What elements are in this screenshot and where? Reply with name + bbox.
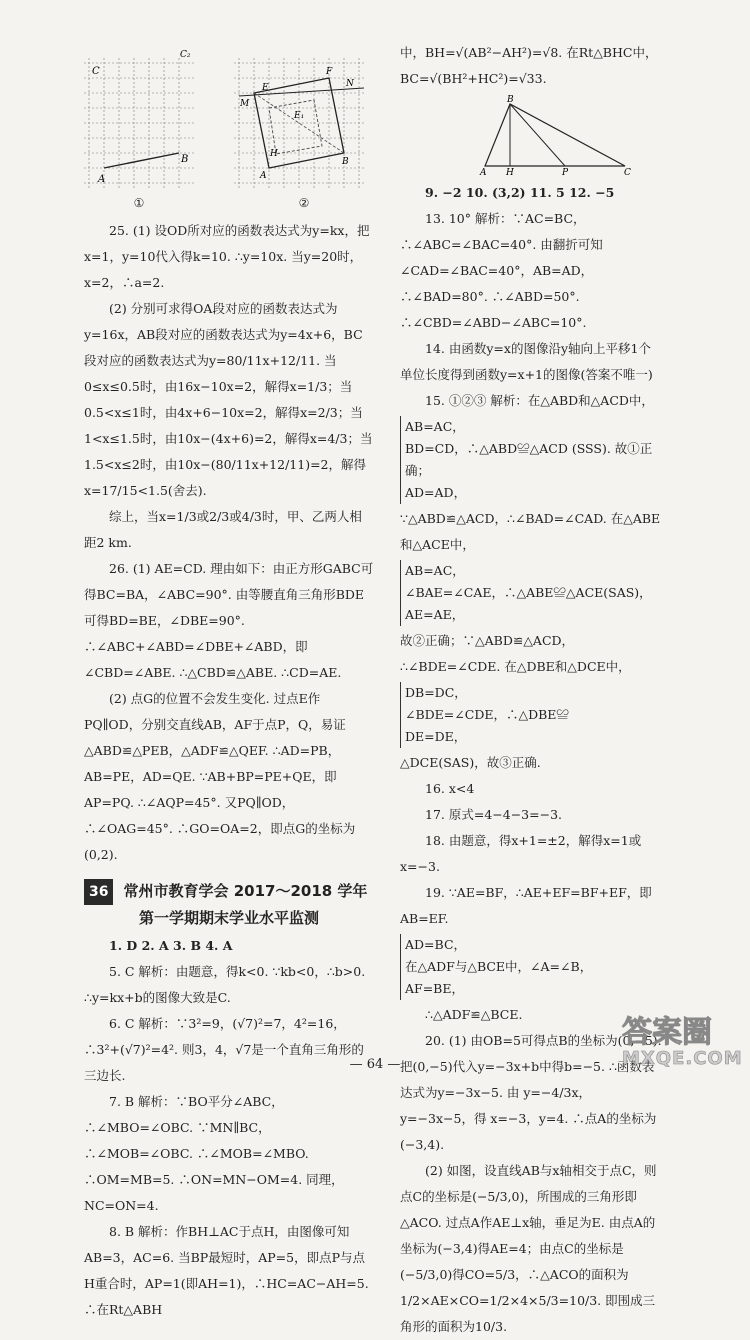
svg-text:A: A: [260, 171, 267, 181]
grid-figure-2: [234, 58, 374, 188]
answers-1-4: 1. D 2. A 3. B 4. A: [109, 938, 233, 953]
equation-line: AB=AC，: [405, 419, 465, 434]
equation-line: AD=AD，: [405, 485, 467, 500]
answer-5: 5. C 解析：由题意，得k<0. ∵kb<0，∴b>0. ∴y=kx+b的图像大致是C.: [84, 964, 366, 1005]
watermark-logo: [622, 1015, 743, 1086]
equation-line: 在△ADF与△BCE中，∠A=∠B，: [405, 959, 593, 974]
svg-text:M: M: [240, 99, 250, 109]
answer-15-mid2: 故②正确；∵△ABD≌△ACD，∴∠BDE=∠CDE. 在△DBE和△DCE中，: [400, 633, 631, 674]
svg-text:E: E: [262, 83, 269, 93]
svg-text:C: C: [92, 66, 100, 77]
svg-text:H: H: [506, 168, 514, 178]
answer-15-mid: ∵△ABD≌△ACD，∴∠BAD=∠CAD. 在△ABE和△ACE中，: [400, 511, 661, 552]
left-column: [84, 40, 374, 1323]
equation-line: AB=AC，: [405, 563, 465, 578]
answer-20-part2: (2) 如图，设直线AB与x轴相交于点C，则点C的坐标是(−5/3,0)，所围成的三角形即△ACO. 过点A作AE⊥x轴，垂足为E. 由点A的坐标为(−3,4)得AE=4；由点C的坐标是(−5/3,0)得CO=5/3，∴△ACO的面积为1/2×AE×CO=1/2×4×5/3=10/3. 即围成三角形的面积为10/3.: [400, 1163, 657, 1334]
grid-figure-1: [84, 50, 194, 188]
answer-19-intro: 19. ∵AE=BF，∴AE+EF=BF+EF，即AB=EF.: [400, 885, 652, 926]
answer-15-intro: 15. ①②③ 解析：在△ABD和△ACD中，: [425, 393, 654, 408]
watermark-bottom: MXQE.COM: [622, 1048, 743, 1069]
svg-text:E₁: E₁: [294, 111, 305, 121]
section-title: 常州市教育学会 2017～2018 学年: [123, 882, 368, 900]
system-15-1: [400, 416, 662, 504]
svg-text:A: A: [98, 174, 106, 185]
answer-25-conclusion: 综上，当x=1/3或2/3或4/3时，甲、乙两人相距2 km.: [84, 509, 362, 550]
section-number: 36: [84, 879, 113, 905]
system-15-3: [400, 682, 569, 748]
equation-line: DE=DE，: [405, 729, 467, 744]
answer-25-part2: (2) 分别可求得OA段对应的函数表达式为y=16x，AB段对应的函数表达式为y=4x+6，BC段对应的函数表达式为y=80/11x+12/11. 当0≤x≤0.5时，由16x−10x=2，解得x=1/3；当0.5<x≤1时，由4x+6−10x=2，解得x=2/3；当1<x≤1.5时，由10x−(4x+6)=2，解得x=4/3；当1.5<x≤2时，由10x−(80/11x+12/11)=2，解得x=17/15<1.5(舍去).: [84, 301, 373, 498]
answer-8: 8. B 解析：作BH⊥AC于点H，由图像可知AB=3，AC=6. 当BP最短时，AP=5，即点P与点H重合时，AP=1(即AH=1)，∴HC=AC−AH=5. ∴在Rt△ABH: [84, 1224, 369, 1317]
watermark-top: 答案圈: [622, 1015, 712, 1050]
figure-label-1: ①: [133, 196, 145, 210]
svg-text:P: P: [562, 168, 569, 178]
answer-17: 17. 原式=4−4−3=−3.: [425, 807, 563, 822]
section-subtitle: 第一学期期末学业水平监测: [138, 909, 319, 927]
section-heading: [84, 878, 374, 905]
svg-text:C: C: [624, 168, 631, 178]
equation-line: AF=BE，: [405, 981, 464, 996]
svg-text:N: N: [346, 79, 354, 89]
answer-25-part1: 25. (1) 设OD所对应的函数表达式为y=kx，把x=1，y=10代入得k=10. ∴y=10x. 当y=20时，x=2，∴a=2.: [84, 223, 370, 290]
equation-line: DB=DC，: [405, 685, 467, 700]
system-15-2: [400, 560, 652, 626]
svg-text:B: B: [342, 157, 349, 167]
equation-line: AE=AE，: [405, 607, 465, 622]
system-19: [400, 934, 592, 1000]
svg-text:B: B: [507, 95, 514, 105]
answer-16: 16. x<4: [425, 781, 475, 796]
answer-26-part1: 26. (1) AE=CD. 理由如下：由正方形GABC可得BC=BA，∠ABC=90°. 由等腰直角三角形BDE可得BD=BE，∠DBE=90°. ∴∠ABC+∠ABD=∠DBE+∠ABD，即∠CBD=∠ABE. ∴△CBD≌△ABE. ∴CD=AE.: [84, 561, 374, 680]
right-column: [400, 40, 662, 1340]
answers-9-12: 9. −2 10. (3,2) 11. 5 12. −5: [425, 185, 615, 200]
svg-text:H: H: [270, 149, 278, 159]
answer-7: 7. B 解析：∵BO平分∠ABC，∴∠MBO=∠OBC. ∵MN∥BC，∴∠MOB=∠OBC. ∴∠MOB=∠MBO. ∴OM=MB=5. ∴ON=MN−OM=4. 同理，NC=ON=4.: [84, 1094, 344, 1213]
svg-text:A: A: [480, 168, 487, 178]
equation-line: ∠BAE=∠CAE，∴△ABE≌△ACE(SAS)，: [405, 585, 652, 600]
answer-20-part1: 20. (1) 由OB=5可得点B的坐标为(0,−5). 把(0,−5)代入y=−3x+b中得b=−5. ∴函数表达式为y=−3x−5. 由 y=−4/3x，y=−3x−5，得 x=−3，y=4. ∴点A的坐标为(−3,4).: [400, 1033, 662, 1152]
svg-text:B: B: [181, 154, 189, 165]
svg-text:C₂: C₂: [180, 50, 191, 60]
answer-26-part2: (2) 点G的位置不会发生变化. 过点E作PQ∥OD，分别交直线AB，AF于点P，Q，易证△ABD≌△PEB，△ADF≌△QEF. ∴AD=PB，AB=PE，AD=QE. ∵AB+BP=PE+QE，即AP=PQ. ∴∠AQP=45°. 又PQ∥OD，∴∠OAG=45°. ∴GO=OA=2，即点G的坐标为(0,2).: [84, 691, 356, 862]
figure-label-2: ②: [298, 196, 310, 210]
answer-15-end: △DCE(SAS)，故③正确.: [400, 755, 541, 770]
triangle-figure: [480, 96, 630, 176]
grid-figures: [84, 40, 374, 216]
equation-line: BD=CD，∴△ABD≌△ACD (SSS). 故①正确；: [405, 441, 653, 478]
answer-14: 14. 由函数y=x的图像沿y轴向上平移1个单位长度得到函数y=x+1的图像(答案不唯一): [400, 341, 653, 382]
answer-6: 6. C 解析：∵3²=9，(√7)²=7，4²=16，∴3²+(√7)²=4². 则3，4，√7是一个直角三角形的三边长.: [84, 1016, 364, 1083]
svg-text:F: F: [326, 67, 333, 77]
page-number: — 64 —: [349, 1057, 401, 1072]
answer-13: 13. 10° 解析：∵AC=BC，∴∠ABC=∠BAC=40°. 由翻折可知∠CAD=∠BAC=40°，AB=AD，∴∠BAD=80°. ∴∠ABD=50°. ∴∠CBD=∠ABD−∠ABC=10°.: [400, 211, 603, 330]
answer-8-continued: 中，BH=√(AB²−AH²)=√8. 在Rt△BHC中，BC=√(BH²+HC²)=√33.: [400, 45, 658, 86]
equation-line: ∠BDE=∠CDE，∴△DBE≌: [405, 707, 569, 722]
answer-19-end: ∴△ADF≌△BCE.: [425, 1007, 523, 1022]
answer-18: 18. 由题意，得x+1=±2，解得x=1或x=−3.: [400, 833, 642, 874]
equation-line: AD=BC，: [405, 937, 467, 952]
